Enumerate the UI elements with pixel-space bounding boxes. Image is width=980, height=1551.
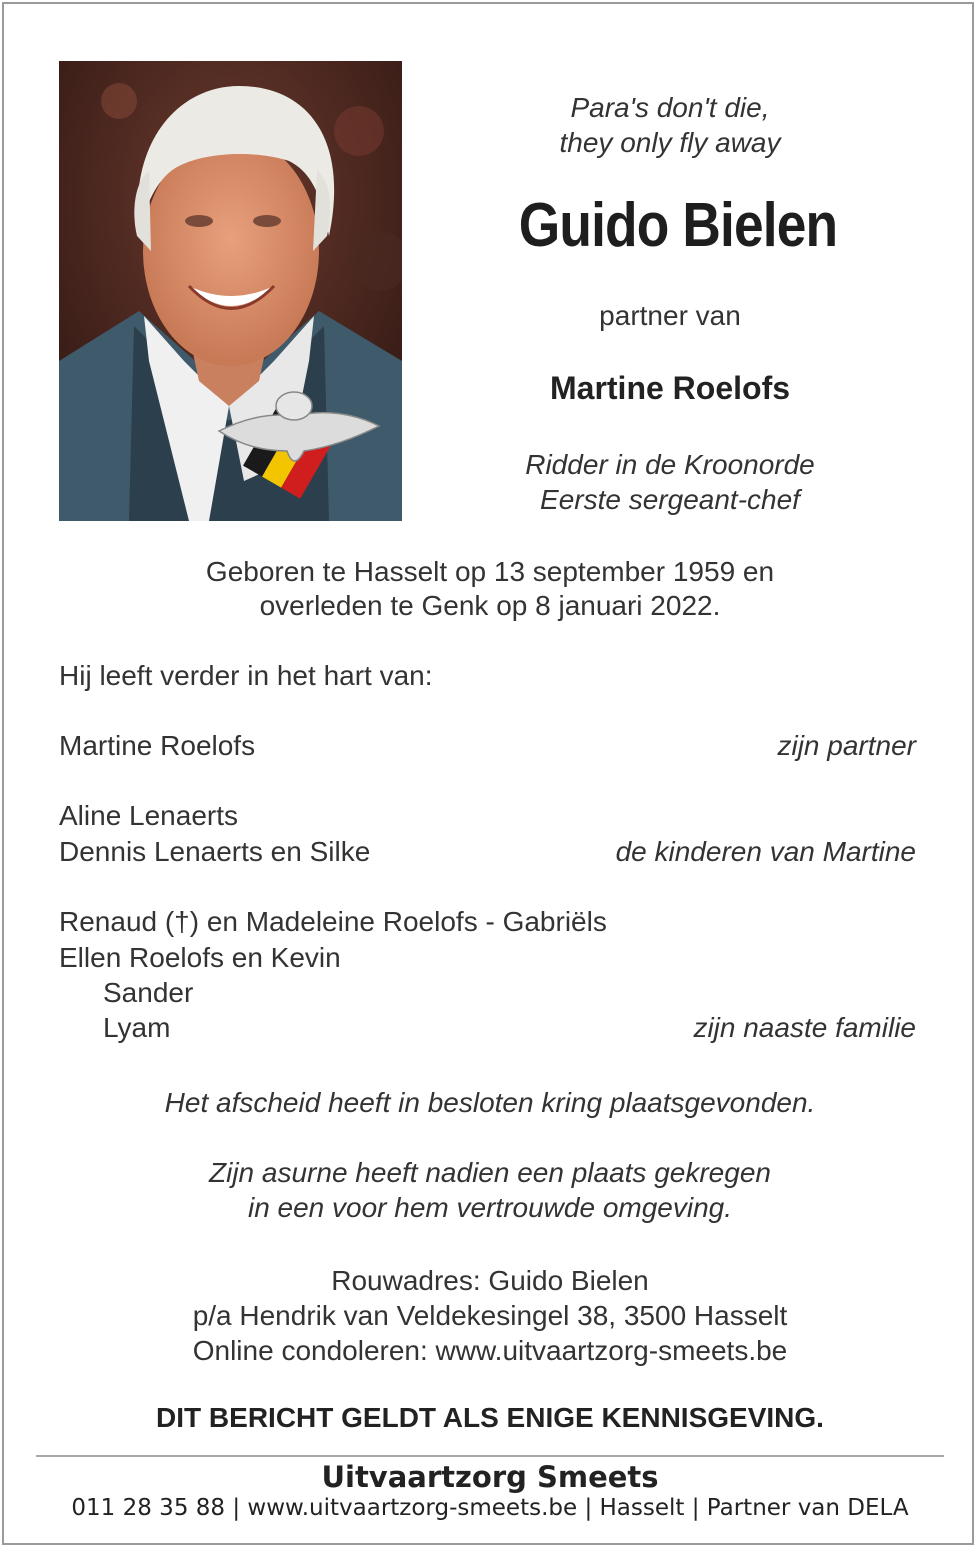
urn-info (60, 1155, 920, 1225)
family-name: Aline Lenaerts (59, 800, 239, 831)
condolence-line: Online condoleren: www.uitvaartzorg-smeets.be (192, 1335, 788, 1366)
urn-line-2: in een voor hem vertrouwde omgeving. (247, 1192, 733, 1223)
family-row (59, 977, 916, 1013)
family-relation: zijn naaste familie (693, 1012, 916, 1043)
portrait-photo (59, 61, 402, 521)
family-relation: zijn partner (777, 730, 916, 761)
family-name: Sander (103, 977, 194, 1008)
mourning-address (60, 1263, 920, 1368)
family-name: Ellen Roelofs en Kevin (59, 942, 341, 973)
family-row (59, 1012, 916, 1048)
footer-divider (36, 1455, 944, 1457)
address-line-2: p/a Hendrik van Veldekesingel 38, 3500 Hasselt (192, 1300, 788, 1331)
motto-line-1: Para's don't die, (570, 92, 770, 123)
farewell-line: Het afscheid heeft in besloten kring plaatsgevonden. (164, 1087, 816, 1118)
motto-line-2: they only fly away (559, 127, 781, 158)
family-relation: de kinderen van Martine (615, 836, 916, 867)
partner-name: Martine Roelofs (549, 370, 791, 406)
family-intro: Hij leeft verder in het hart van: (59, 660, 433, 691)
birth-death-info (60, 555, 920, 623)
urn-line-1: Zijn asurne heeft nadien een plaats gekregen (209, 1157, 771, 1188)
address-line-1: Rouwadres: Guido Bielen (331, 1265, 649, 1296)
death-line: overleden te Genk op 8 januari 2022. (259, 590, 721, 621)
funeral-home-contact: 011 28 35 88 | www.uitvaartzorg-smeets.be | Hasselt | Partner van DELA (71, 1495, 909, 1521)
motto (470, 90, 870, 160)
family-name: Lyam (103, 1012, 171, 1043)
title-line-1: Ridder in de Kroonorde (525, 449, 815, 480)
family-row (59, 906, 916, 942)
title-line-2: Eerste sergeant-chef (540, 484, 800, 515)
family-name: Dennis Lenaerts en Silke (59, 836, 371, 867)
birth-line: Geboren te Hasselt op 13 september 1959 en (205, 556, 775, 587)
family-row (59, 730, 916, 766)
family-row (59, 800, 916, 836)
deceased-name: Guido Bielen (518, 191, 838, 260)
family-name: Renaud (†) en Madeleine Roelofs - Gabriëls (59, 906, 607, 937)
family-row (59, 836, 916, 872)
family-row (59, 942, 916, 978)
notice-statement: DIT BERICHT GELDT ALS ENIGE KENNISGEVING. (156, 1402, 824, 1433)
family-name: Martine Roelofs (59, 730, 256, 761)
funeral-home-name: Uitvaartzorg Smeets (321, 1460, 659, 1494)
partner-of-label: partner van (599, 300, 741, 331)
portrait-image (59, 61, 402, 521)
honorary-titles (470, 447, 870, 517)
